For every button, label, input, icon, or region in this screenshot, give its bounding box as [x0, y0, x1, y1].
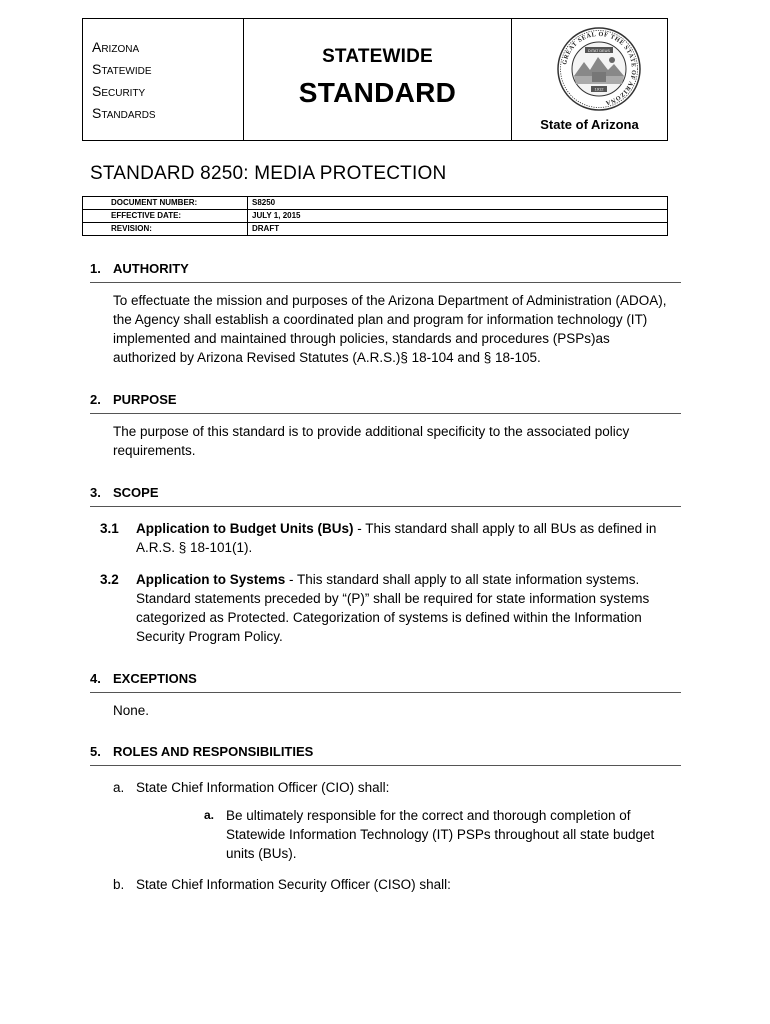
- info-key: DOCUMENT NUMBER:: [83, 197, 248, 210]
- section-title: AUTHORITY: [113, 261, 189, 276]
- header-line-2: Statewide: [92, 61, 152, 77]
- section-number: 1.: [90, 261, 101, 276]
- authority-paragraph: To effectuate the mission and purposes of the Arizona Department of Administration (ADOA), the Agency shall establish a coordinated plan and program for information technology (IT) implemented and maintained through policies, standards and procedures (PSPs)as authorized by Arizona Revised Statutes (A.R.S.)§ 18-104 and § 18-105.: [113, 293, 667, 365]
- section-heading-scope: [90, 485, 681, 507]
- scope-item: [100, 519, 675, 557]
- document-info-table: [82, 196, 668, 236]
- info-value: DRAFT: [248, 223, 668, 236]
- state-seal-icon: [556, 26, 642, 112]
- header-line-3: Security: [92, 83, 146, 99]
- section-number: 2.: [90, 392, 101, 407]
- state-label: State of Arizona: [540, 117, 639, 132]
- info-value: S8250: [248, 197, 668, 210]
- scope-item-title: Application to Budget Units (BUs): [136, 521, 354, 536]
- roles-item-letter: b.: [113, 877, 125, 892]
- roles-item-ciso: [113, 875, 673, 894]
- section-heading-exceptions: [90, 671, 681, 693]
- scope-item-text: - This standard shall apply to all state information systems. Standard statements preceded by “(P)” shall be required for state information systems categorized as Protected. Categorization of systems is defined within the Information Security Program Policy.: [136, 572, 650, 644]
- header-title-main: STANDARD: [298, 77, 457, 108]
- roles-item-text: State Chief Information Security Officer (CISO) shall:: [136, 877, 451, 892]
- table-row: [83, 210, 668, 223]
- header-seal-block: [512, 19, 667, 140]
- section-heading-purpose: [90, 392, 681, 414]
- purpose-paragraph: The purpose of this standard is to provide additional specificity to the associated policy requirements.: [113, 424, 630, 458]
- section-title: PURPOSE: [113, 392, 177, 407]
- header-line-4: Standards: [92, 105, 156, 121]
- header-title-top: STATEWIDE: [322, 46, 433, 67]
- svg-text:DITAT DEUS: DITAT DEUS: [588, 48, 610, 53]
- scope-item-body: [136, 519, 675, 557]
- section-heading-authority: [90, 261, 681, 283]
- table-row: [83, 197, 668, 210]
- exceptions-paragraph: None.: [113, 703, 150, 718]
- section-title: SCOPE: [113, 485, 159, 500]
- cio-responsibility-text: Be ultimately responsible for the correct and thorough completion of Statewide Information Technology (IT) PSPs throughout all state budget units (BUs).: [226, 808, 655, 861]
- table-row: [83, 223, 668, 236]
- document-title: STANDARD 8250: MEDIA PROTECTION: [90, 163, 447, 184]
- section-number: 4.: [90, 671, 101, 686]
- section-heading-roles: [90, 744, 681, 766]
- info-key: REVISION:: [83, 223, 248, 236]
- roles-item-text: State Chief Information Officer (CIO) shall:: [136, 780, 390, 795]
- cio-responsibility-letter: a.: [204, 808, 215, 822]
- roles-item-letter: a.: [113, 780, 125, 795]
- scope-item-number: 3.2: [100, 572, 119, 587]
- scope-item: [100, 570, 675, 646]
- roles-item-cio: [113, 778, 673, 797]
- header-line-1: Arizona: [92, 39, 140, 55]
- svg-text:1912: 1912: [594, 86, 604, 92]
- header-title-block: [244, 19, 512, 140]
- scope-item-number: 3.1: [100, 521, 119, 536]
- section-number: 5.: [90, 744, 101, 759]
- section-title: EXCEPTIONS: [113, 671, 197, 686]
- svg-text:GREAT SEAL OF THE STATE OF ARI: GREAT SEAL OF THE STATE OF ARIZONA: [561, 30, 638, 107]
- info-value: JULY 1, 2015: [248, 210, 668, 223]
- info-key: EFFECTIVE DATE:: [83, 210, 248, 223]
- scope-item-text: - This standard shall apply to all BUs as defined in A.R.S. § 18-101(1).: [136, 521, 657, 555]
- document-header: [82, 18, 668, 141]
- cio-responsibility: [204, 806, 674, 863]
- section-number: 3.: [90, 485, 101, 500]
- header-agency-block: [83, 19, 244, 140]
- scope-item-body: [136, 570, 675, 646]
- scope-item-title: Application to Systems: [136, 572, 286, 587]
- section-title: ROLES AND RESPONSIBILITIES: [113, 744, 314, 759]
